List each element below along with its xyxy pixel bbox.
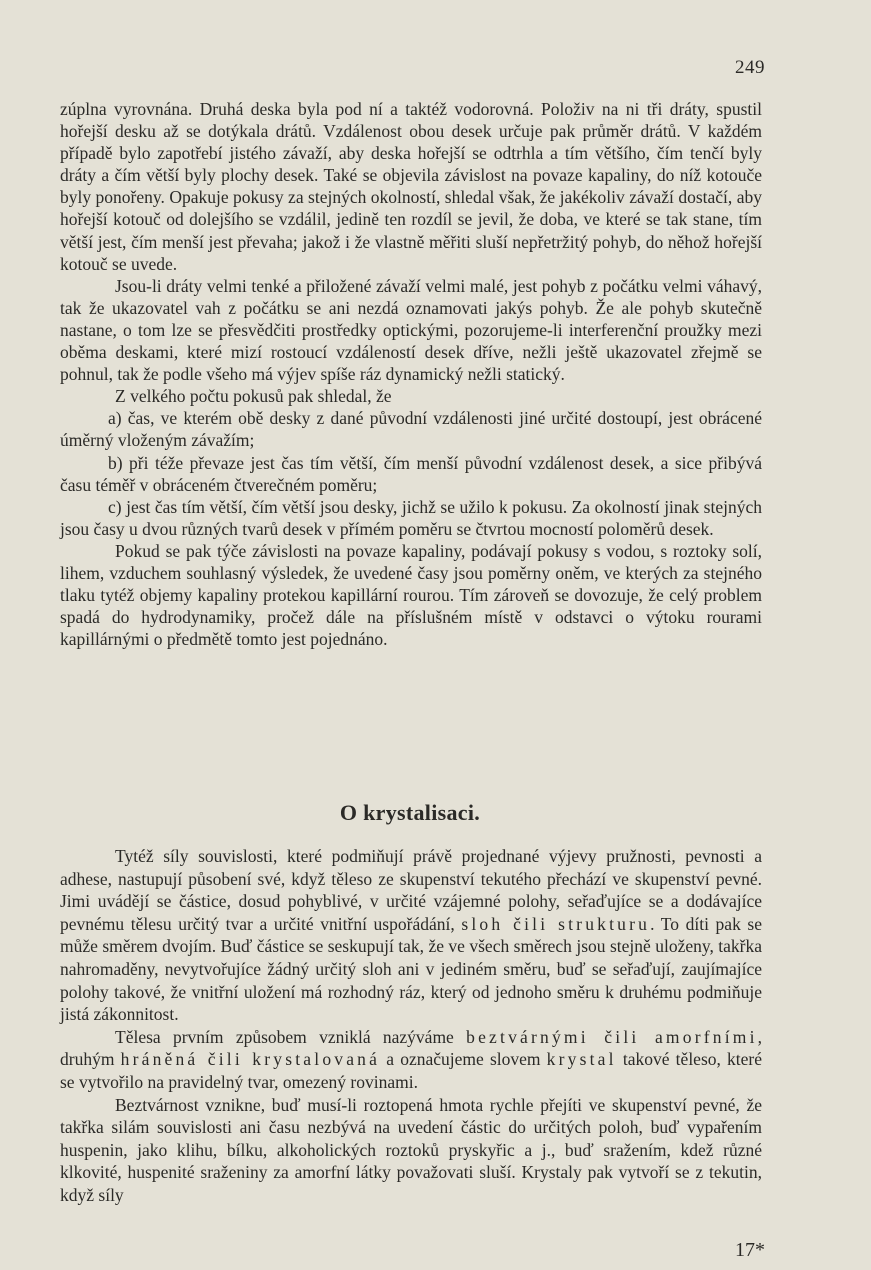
paragraph-cohesion — [60, 845, 762, 1026]
list-item-c: c) jest čas tím větší, čím větší jsou desky, jichž se užilo k pokusu. Za okolností jinak stejných jsou časy u dvou různých tvarů desek v přímém poměru se čtvrtou mocností poloměrů desek. — [60, 496, 762, 539]
section-heading: O krystalisaci. — [339, 800, 481, 825]
term-structure: sloh čili strukturu — [461, 913, 651, 934]
paragraph-amorphous-text-1: Tělesa prvním způsobem vzniklá nazýváme — [115, 1026, 454, 1047]
paragraph-amorphous-text-4: takové těleso, které se vytvořilo na pravidelný tvar, omezený rovinami. — [60, 1049, 763, 1092]
paragraph-cohesion-text-2: . To díti pak se může směrem dvojím. Buď částice se seskupují tak, že ve všech směrech jsou stejně uloženy, takřka nahromaděny, nevytvořujíce žádný určitý sloh ani v jediném směru, buď se seřaďují, zaujímajíce polohy takové, že vnitřní uložení má rozhodný ráz, který od jednoho směru k druhému podmiňuje jistá zákonnitost. — [60, 913, 763, 1025]
list-item-b: b) při téže převaze jest čas tím větší, čím menší původní vzdálenost desek, a sice přibývá času téměř v obráceném čtverečném poměru; — [60, 452, 762, 495]
lower-text-block — [60, 845, 762, 1207]
upper-text-block — [60, 98, 762, 650]
paragraph-amorphous — [60, 1026, 762, 1094]
paragraph-amorphous-text-3: a označujeme slovem — [386, 1049, 541, 1070]
paragraph-experiments-intro: Z velkého počtu pokusů pak shledal, že — [115, 386, 392, 407]
paragraph-continuation: zúplna vyrovnána. Druhá deska byla pod ní a taktéž vodorovná. Položiv na ni tři dráty, spustil hořejší desku až se dotýkala drátů. Vzdálenost obou desek určuje pak průměr drátů. V každém případě bylo zapotřebí jistého závaží, aby deska hořejší se odtrhla a tím většího, čím tenčí byly dráty a čím větší byly plochy desek. Také se objevila závislost na povaze kapaliny, do níž kotouče byly ponořeny. Opakuje pokusy za stejných okolností, shledal však, že jakékoliv závaží dostačí, aby hořejší kotouč od dolejšího se vzdálil, jedině ten rozdíl se jevil, že doba, ve které se tak stane, tím větší jest, čím menší jest převaha; jakož i že vlastně měřiti sluší nepřetržitý pohyb, do něhož hořejší kotouč se uvede. — [60, 99, 762, 274]
page-number: 249 — [735, 57, 765, 78]
signature-mark: 17* — [735, 1239, 765, 1261]
paragraph-formlessness: Beztvárnost vznikne, buď musí-li roztopená hmota rychle přejíti ve skupenství pevné, že takřka silám souvislosti ani času nezbývá na uvedení částic do určitých poloh, buď vypařením huspenin, jako klihu, bílku, alkoholických roztoků pryskyřic a j., buď sražením, kdež různé klkovité, huspenité sraženiny za amorfní látky považovati sluší. Krystaly pak vytvoří se z tekutin, když síly — [60, 1094, 762, 1205]
paragraph-amorphous-text-2: , druhým — [60, 1026, 763, 1070]
paragraph-liquids: Pokud se pak týče závislosti na povaze kapaliny, podávají pokusy s vodou, s roztoky solí, lihem, vzduchem souhlasný výsledek, že uvedené časy jsou poměrny oněm, ve kterých za stejného tlaku tytéž objemy kapaliny protekou kapillární rourou. Tím zároveň se dovozuje, že celý problem spadá do hydrodynamiky, pročež dále na příslušném místě v odstavci o výtoku rourami kapillárnými o předmětě tomto jest pojednáno. — [60, 540, 762, 650]
term-crystallized: hráněná čili krystalovaná — [120, 1049, 381, 1070]
paragraph-wires: Jsou-li dráty velmi tenké a přiložené závaží velmi malé, jest pohyb z počátku velmi váhavý, tak že ukazovatel vah z počátku se ani nezdá oznamovati jakýs pohyb. Že ale pohyb skutečně nastane, o tom lze se přesvědčiti prostředky optickými, pozorujeme-li interferenční proužky mezi oběma deskami, které mizí rostoucí vzdáleností desek dříve, nežli ještě ukazovatel zřejmě se pohnul, tak že podle všeho má výjev spíše ráz dynamický nežli statický. — [60, 275, 762, 385]
term-crystal: krystal — [546, 1049, 617, 1070]
term-amorphous: beztvárnými čili amorfními — [466, 1026, 758, 1047]
list-item-a: a) čas, ve kterém obě desky z dané původní vzdálenosti jiné určité dostoupí, jest obrácené úměrný vloženým závažím; — [60, 408, 762, 451]
paragraph-cohesion-text-1: Tytéž síly souvislosti, které podmiňují právě projednané výjevy pružnosti, pevnosti a adhese, nastupují působení své, když těleso ze skupenství tekutého přechází ve skupenství pevné. Jimi uvádějí se částice, dosud pohyblivé, v určité vzájemné polohy, seřaďujíce se a dodávajíce pevnému tělesu určitý tvar a určité vnitřní uspořádání, — [60, 846, 762, 934]
